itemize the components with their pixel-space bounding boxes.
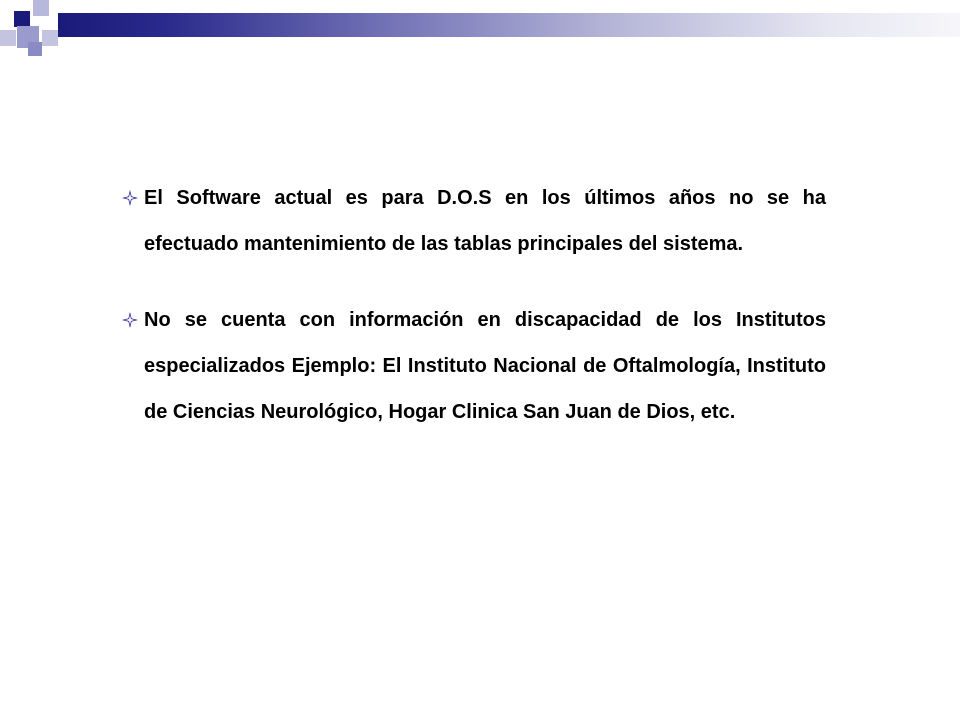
bullet-item xyxy=(118,297,826,435)
four-point-star-icon xyxy=(122,190,138,206)
header-gradient-bar xyxy=(58,13,960,37)
deco-square-light xyxy=(33,0,49,16)
four-point-star-icon xyxy=(122,312,138,328)
bullet-item xyxy=(118,175,826,267)
deco-square-light xyxy=(42,30,58,46)
bullet-text: El Software actual es para D.O.S en los últimos años no se ha efectuado mantenimiento de las tablas principales del sistema. xyxy=(144,187,826,255)
deco-square-mid xyxy=(28,42,42,56)
bullet-list xyxy=(118,175,826,435)
bullet-text: No se cuenta con información en discapacidad de los Institutos especializados Ejemplo: El Instituto Nacional de Oftalmología, Instituto de Ciencias Neurológico, Hogar Clinica San Juan de Dios, etc. xyxy=(144,309,826,423)
deco-square-dark xyxy=(14,11,30,27)
deco-square-light xyxy=(0,30,16,46)
